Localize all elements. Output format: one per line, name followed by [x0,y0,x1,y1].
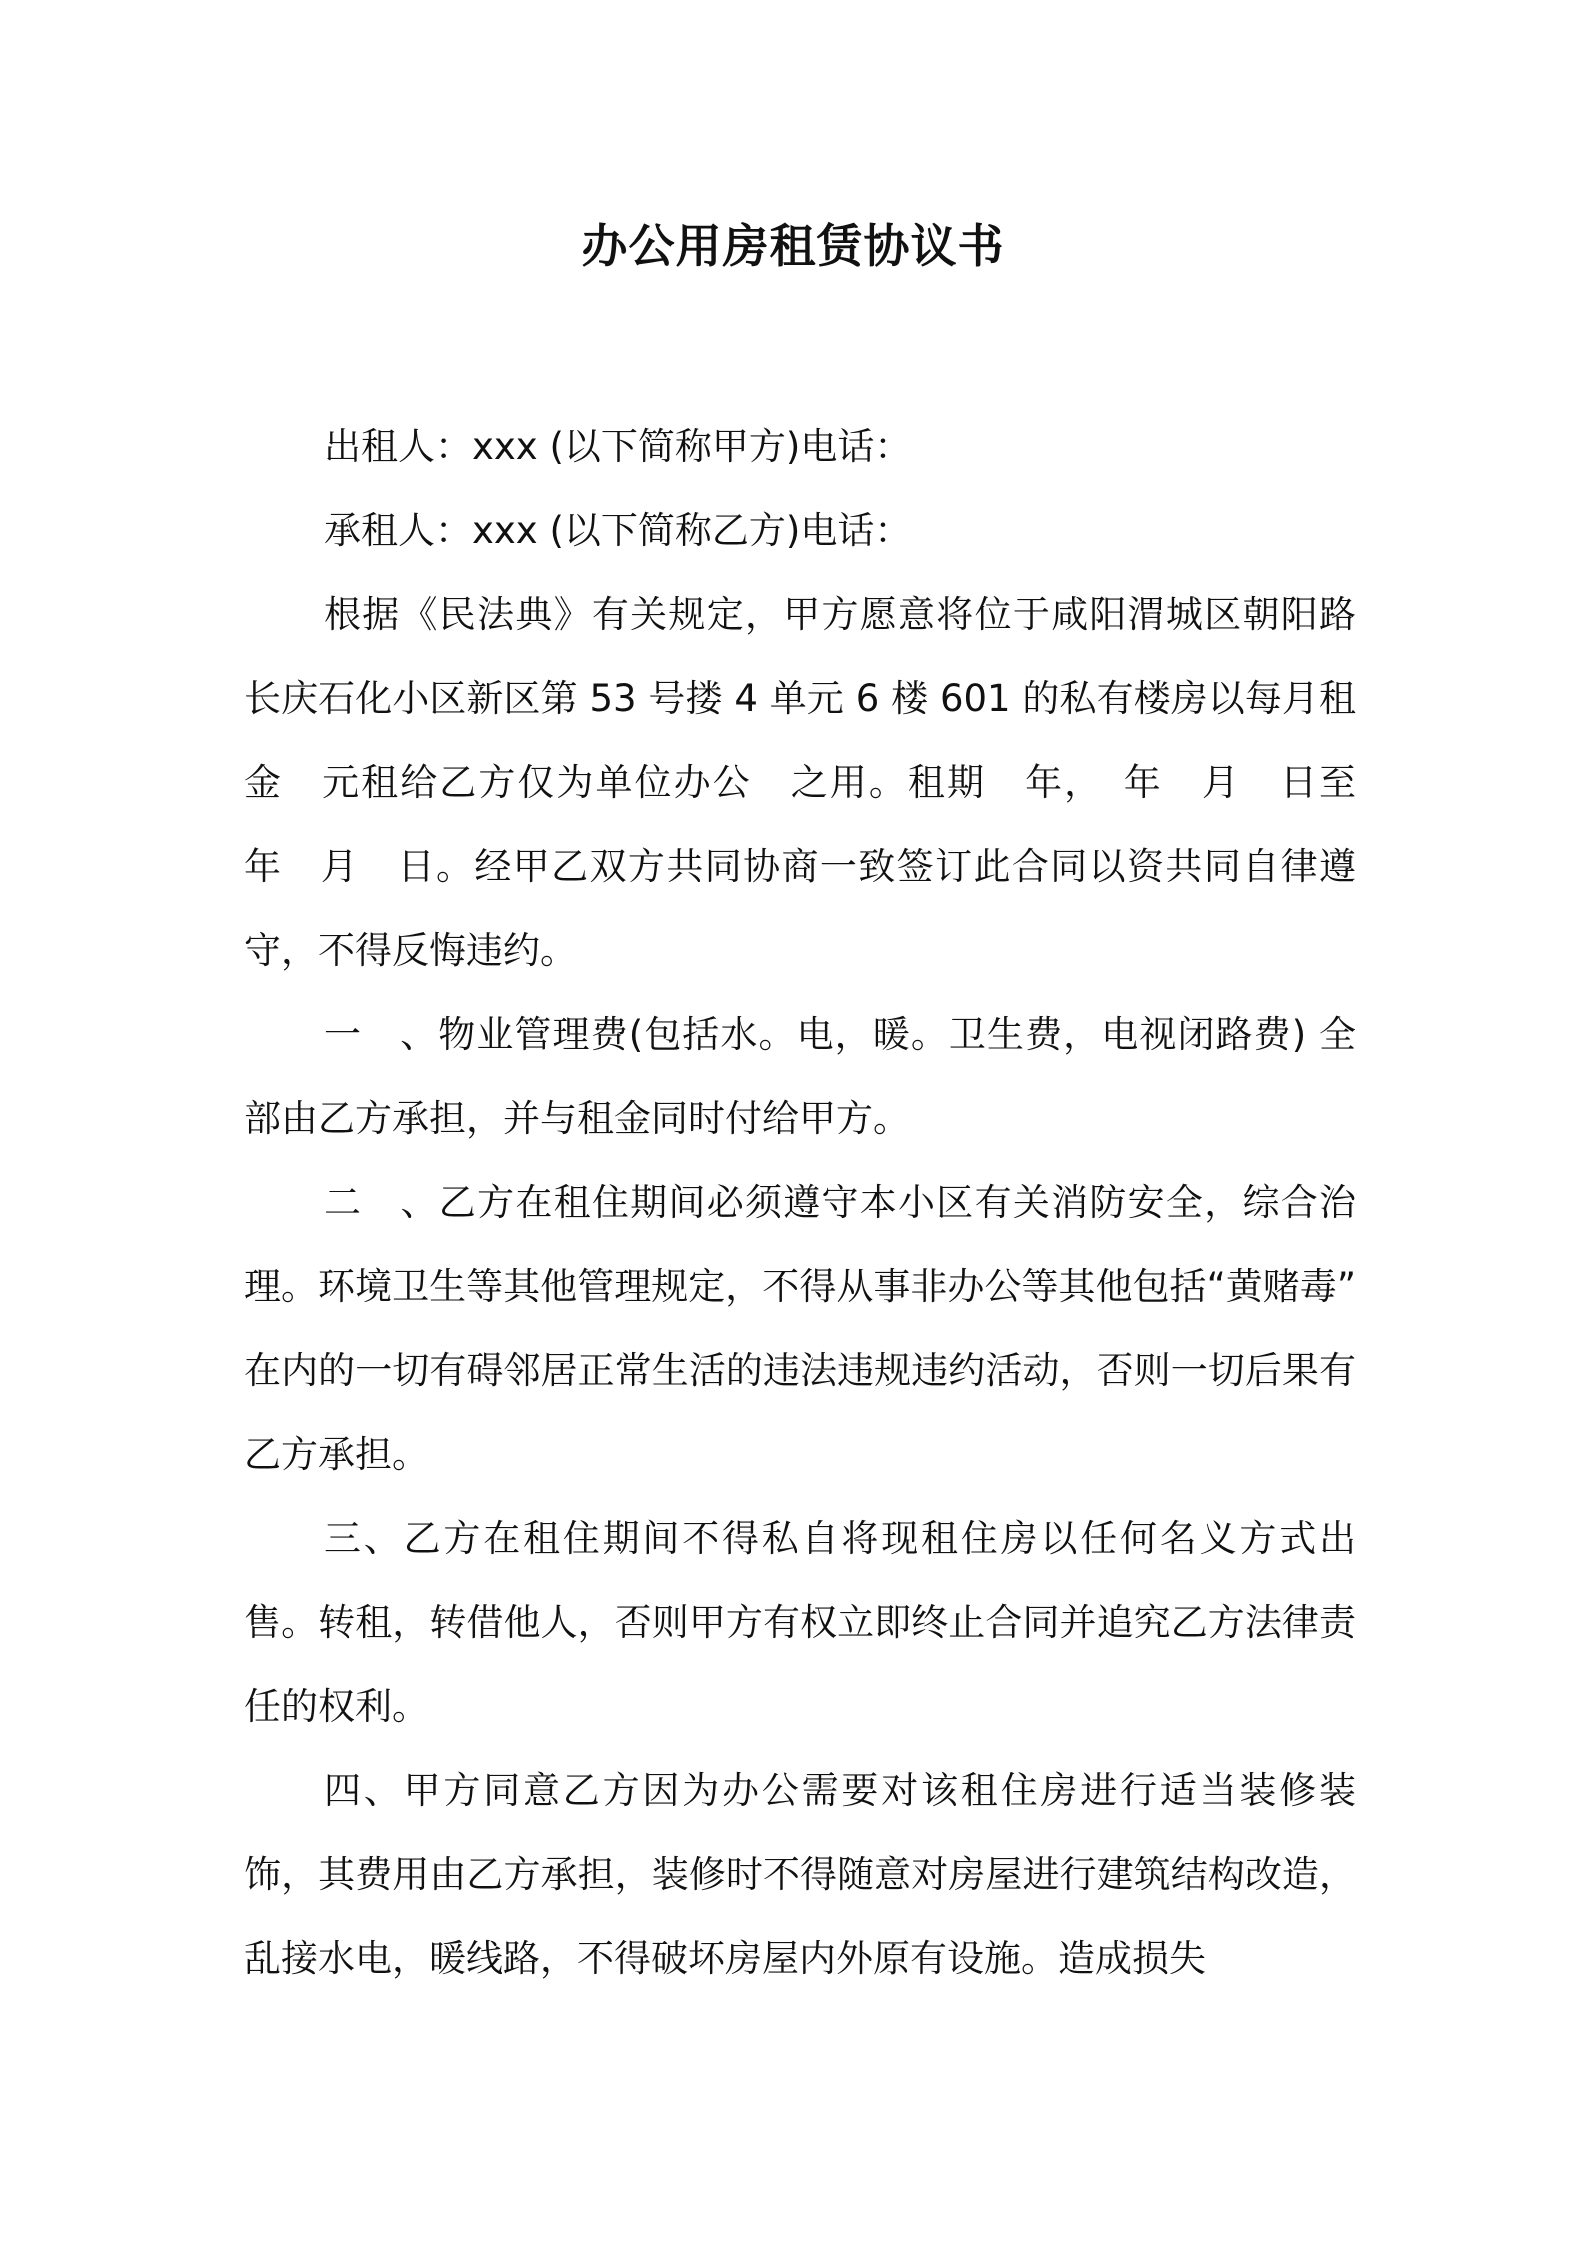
document-title: 办公用房租赁协议书 [581,219,1005,273]
document-body [244,405,1393,2001]
lessor-line: 出租人：xxx (以下简称甲方)电话： [324,425,912,468]
clause-2: 二 、乙方在租住期间必须遵守本小区有关消防安全，综合治理。环境卫生等其他管理规定，不得从事非办公等其他包括“黄赌毒” 在内的一切有碍邻居正常生活的违法违规违约活动，否则一切后果有乙方承担。 [244,1181,1356,1476]
clause-4: 四、甲方同意乙方因为办公需要对该租住房进行适当装修装饰，其费用由乙方承担，装修时不得随意对房屋进行建筑结构改造，乱接水电，暖线路，不得破坏房屋内外原有设施。造成损失 [244,1769,1356,1980]
clause-1: 一 、物业管理费(包括水。电，暖。卫生费，电视闭路费) 全部由乙方承担，并与租金同时付给甲方。 [244,1013,1356,1140]
preamble-paragraph: 根据《民法典》有关规定，甲方愿意将位于咸阳渭城区朝阳路长庆石化小区新区第 53 号搂 4 单元 6 楼 601 的私有楼房以每月租金 元租给乙方仅为单位办公 之用。租期 年， 年 月 日至 年 月 日。经甲乙双方共同协商一致签订此合同以资共同自律遵守，不得反悔违约。 [244,593,1393,972]
clause-3: 三、乙方在租住期间不得私自将现租住房以任何名义方式出售。转租，转借他人，否则甲方有权立即终止合同并追究乙方法律责任的权利。 [244,1517,1356,1728]
lessee-line: 承租人：xxx (以下简称乙方)电话： [324,509,912,552]
